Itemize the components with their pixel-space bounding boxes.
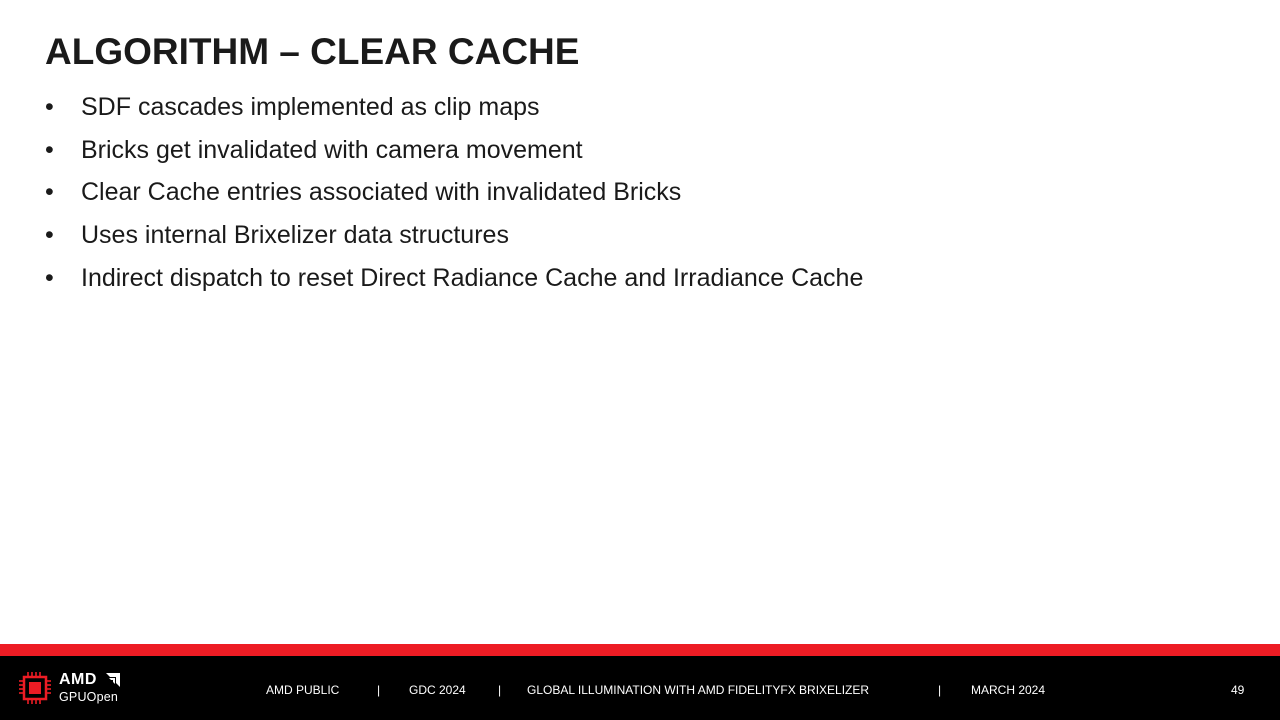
footer-separator: | (498, 683, 502, 697)
bullet-dot: • (45, 135, 54, 164)
bullet-dot: • (45, 93, 54, 121)
chip-icon (18, 671, 52, 705)
footer-classification: AMD PUBLIC (266, 683, 340, 697)
bullet-text: Indirect dispatch to reset Direct Radiance Cache and Irradiance Cache (81, 263, 864, 292)
bullet-dot: • (45, 263, 54, 292)
footer-date: MARCH 2024 (971, 683, 1046, 697)
bullet-text: Clear Cache entries associated with invalidated Bricks (81, 178, 682, 207)
brand-gpuopen: GPUOpen (59, 690, 119, 704)
brand-amd: AMD (59, 671, 97, 688)
footer-separator: | (377, 683, 381, 697)
footer-separator: | (938, 683, 942, 697)
bullet-text: SDF cascades implemented as clip maps (81, 93, 540, 121)
footer-talk-title: GLOBAL ILLUMINATION WITH AMD FIDELITYFX BRIXELIZER (527, 683, 870, 697)
bullet-text: Uses internal Brixelizer data structures (81, 221, 509, 250)
footer-event: GDC 2024 (409, 683, 466, 697)
footer-bar (0, 656, 1280, 720)
amd-gpuopen-logo (18, 671, 128, 707)
footer-accent-band (0, 644, 1280, 656)
bullet-dot: • (45, 221, 54, 250)
bullet-dot: • (45, 178, 54, 207)
slide-title: ALGORITHM – CLEAR CACHE (45, 31, 580, 72)
bullet-text: Bricks get invalidated with camera movement (81, 135, 583, 164)
amd-arrow-icon (106, 673, 120, 687)
page-number: 49 (1231, 683, 1245, 697)
